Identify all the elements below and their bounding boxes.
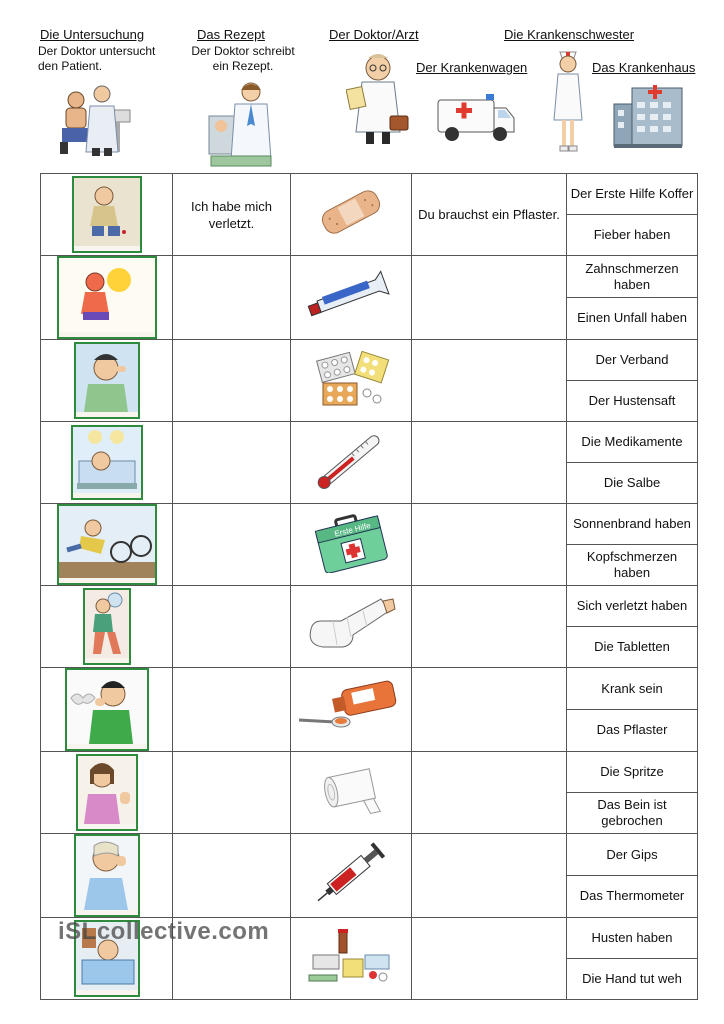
- vocab-cell: [567, 504, 698, 586]
- answer-cell: [412, 340, 567, 422]
- object-cell: [291, 340, 412, 422]
- doctor-illustration: [346, 52, 414, 146]
- answer-cell: [412, 256, 567, 340]
- object-cell: [291, 668, 412, 752]
- sentence-cell: [173, 668, 291, 752]
- nurse-illustration: [552, 46, 584, 154]
- answer-cell: [412, 918, 567, 1000]
- thermometer-icon: [306, 429, 396, 491]
- heading-krankenwagen: Der Krankenwagen: [416, 60, 528, 75]
- sentence-cell: [173, 256, 291, 340]
- vocab-item: Der Gips: [606, 847, 658, 862]
- vocab-item: Der Hustensaft: [567, 380, 697, 421]
- object-cell: [291, 422, 412, 504]
- table-row: [41, 422, 698, 504]
- injured-boy-picture: [72, 176, 142, 253]
- picture-cell: [41, 256, 173, 340]
- vocab-cell: [567, 834, 698, 918]
- injured-girl-picture: [83, 588, 131, 665]
- girl-hand-pain-picture: [76, 754, 138, 831]
- vocab-item: Das Bein ist gebrochen: [567, 792, 697, 833]
- untersuchung-line1: Der Doktor untersucht: [38, 44, 156, 58]
- picture-cell: [41, 668, 173, 752]
- picture-cell: [41, 422, 173, 504]
- svg-text:Erste Hilfe: Erste Hilfe: [333, 520, 372, 539]
- answer-cell: [412, 422, 567, 504]
- picture-cell: [41, 834, 173, 918]
- plaster-icon: [315, 182, 387, 242]
- vocab-item: Die Salbe: [567, 462, 697, 503]
- hospital-illustration: [610, 80, 686, 150]
- vocab-item: Der Erste Hilfe Koffer: [570, 186, 694, 201]
- bandage-roll-icon: [311, 759, 391, 821]
- ambulance-illustration: [434, 86, 518, 144]
- medicines-icon: [303, 925, 399, 987]
- heading-krankenschwester: Die Krankenschwester: [504, 27, 635, 42]
- vocab-item: Die Medikamente: [581, 434, 683, 449]
- table-row: [41, 668, 698, 752]
- table-row: [41, 504, 698, 586]
- vocab-cell: [567, 174, 698, 256]
- watermark: iSLcollective.com: [58, 918, 270, 945]
- vocab-item: Krank sein: [601, 681, 663, 696]
- vocab-item: Kopfschmerzen haben: [567, 544, 697, 585]
- table-row: [41, 256, 698, 340]
- vocab-item: Fieber haben: [567, 214, 697, 255]
- ointment-tube-icon: [303, 265, 399, 325]
- examination-illustration: [52, 80, 138, 158]
- heading-rezept: Das Rezept: [197, 27, 265, 42]
- sick-in-bed-picture: [71, 425, 143, 500]
- sunburn-picture: [57, 256, 157, 339]
- doctor-with-patient-illustration: [205, 80, 277, 168]
- sentence-cell: [173, 340, 291, 422]
- vocab-cell: [567, 586, 698, 668]
- vocab-cell: [567, 422, 698, 504]
- vocab-item: Sich verletzt haben: [576, 598, 688, 613]
- table-row: [41, 174, 698, 256]
- picture-cell: [41, 752, 173, 834]
- cough-syrup-spoon-icon: [295, 676, 407, 738]
- vocab-item: Einen Unfall haben: [567, 297, 697, 338]
- toothache-boy-picture: [74, 834, 140, 917]
- table-row: [41, 752, 698, 834]
- vocab-item: Das Pflaster: [567, 709, 697, 750]
- vocab-item: Die Tabletten: [567, 626, 697, 667]
- object-cell: [291, 256, 412, 340]
- table-row: [41, 834, 698, 918]
- sentence-cell: [173, 504, 291, 586]
- picture-cell: [41, 174, 173, 256]
- heading-krankenhaus: Das Krankenhaus: [592, 60, 696, 75]
- first-aid-kit-icon: [313, 511, 389, 573]
- sentence-cell: Ich habe mich verletzt.: [173, 174, 291, 256]
- vocab-item: Sonnenbrand haben: [573, 516, 691, 531]
- syringe-icon: [308, 840, 394, 906]
- vocab-item: Der Verband: [595, 352, 669, 367]
- rezept-description: [184, 44, 302, 74]
- bicycle-accident-picture: [57, 504, 157, 585]
- object-cell: [291, 834, 412, 918]
- object-cell: [291, 752, 412, 834]
- coughing-boy-picture: [65, 668, 149, 751]
- vocab-cell: [567, 256, 698, 340]
- pill-packs-icon: [311, 347, 391, 409]
- sentence-cell: [173, 586, 291, 668]
- vocab-cell: [567, 668, 698, 752]
- untersuchung-description: [38, 44, 155, 74]
- object-cell: [291, 918, 412, 1000]
- rezept-line1: Der Doktor schreibt: [191, 44, 295, 58]
- vocab-cell: [567, 752, 698, 834]
- picture-cell: [41, 586, 173, 668]
- object-cell: [291, 174, 412, 256]
- object-cell: [291, 586, 412, 668]
- headache-boy-picture: [74, 342, 140, 419]
- leg-cast-icon: [303, 593, 399, 655]
- answer-cell: [412, 752, 567, 834]
- answer-cell: [412, 668, 567, 752]
- picture-cell: [41, 504, 173, 586]
- heading-doktor: Der Doktor/Arzt: [329, 27, 419, 42]
- vocab-cell: [567, 340, 698, 422]
- object-cell: [291, 504, 412, 586]
- untersuchung-line2: den Patient.: [38, 59, 103, 73]
- heading-untersuchung: Die Untersuchung: [40, 27, 145, 42]
- vocab-item: Husten haben: [591, 930, 673, 945]
- picture-cell: [41, 340, 173, 422]
- vocab-item: Die Hand tut weh: [567, 958, 697, 999]
- answer-cell: [412, 834, 567, 918]
- vocab-item: Die Spritze: [600, 764, 664, 779]
- sentence-cell: [173, 752, 291, 834]
- worksheet-table: [40, 173, 698, 1000]
- answer-cell: [412, 586, 567, 668]
- vocab-item: Zahnschmerzen haben: [585, 261, 679, 292]
- sentence-cell: [173, 422, 291, 504]
- vocab-item: Das Thermometer: [567, 875, 697, 916]
- table-row: [41, 340, 698, 422]
- answer-cell: Du brauchst ein Pflaster.: [412, 174, 567, 256]
- answer-cell: [412, 504, 567, 586]
- table-row: [41, 586, 698, 668]
- rezept-line2: ein Rezept.: [212, 59, 274, 73]
- sentence-cell: [173, 834, 291, 918]
- vocab-cell: [567, 918, 698, 1000]
